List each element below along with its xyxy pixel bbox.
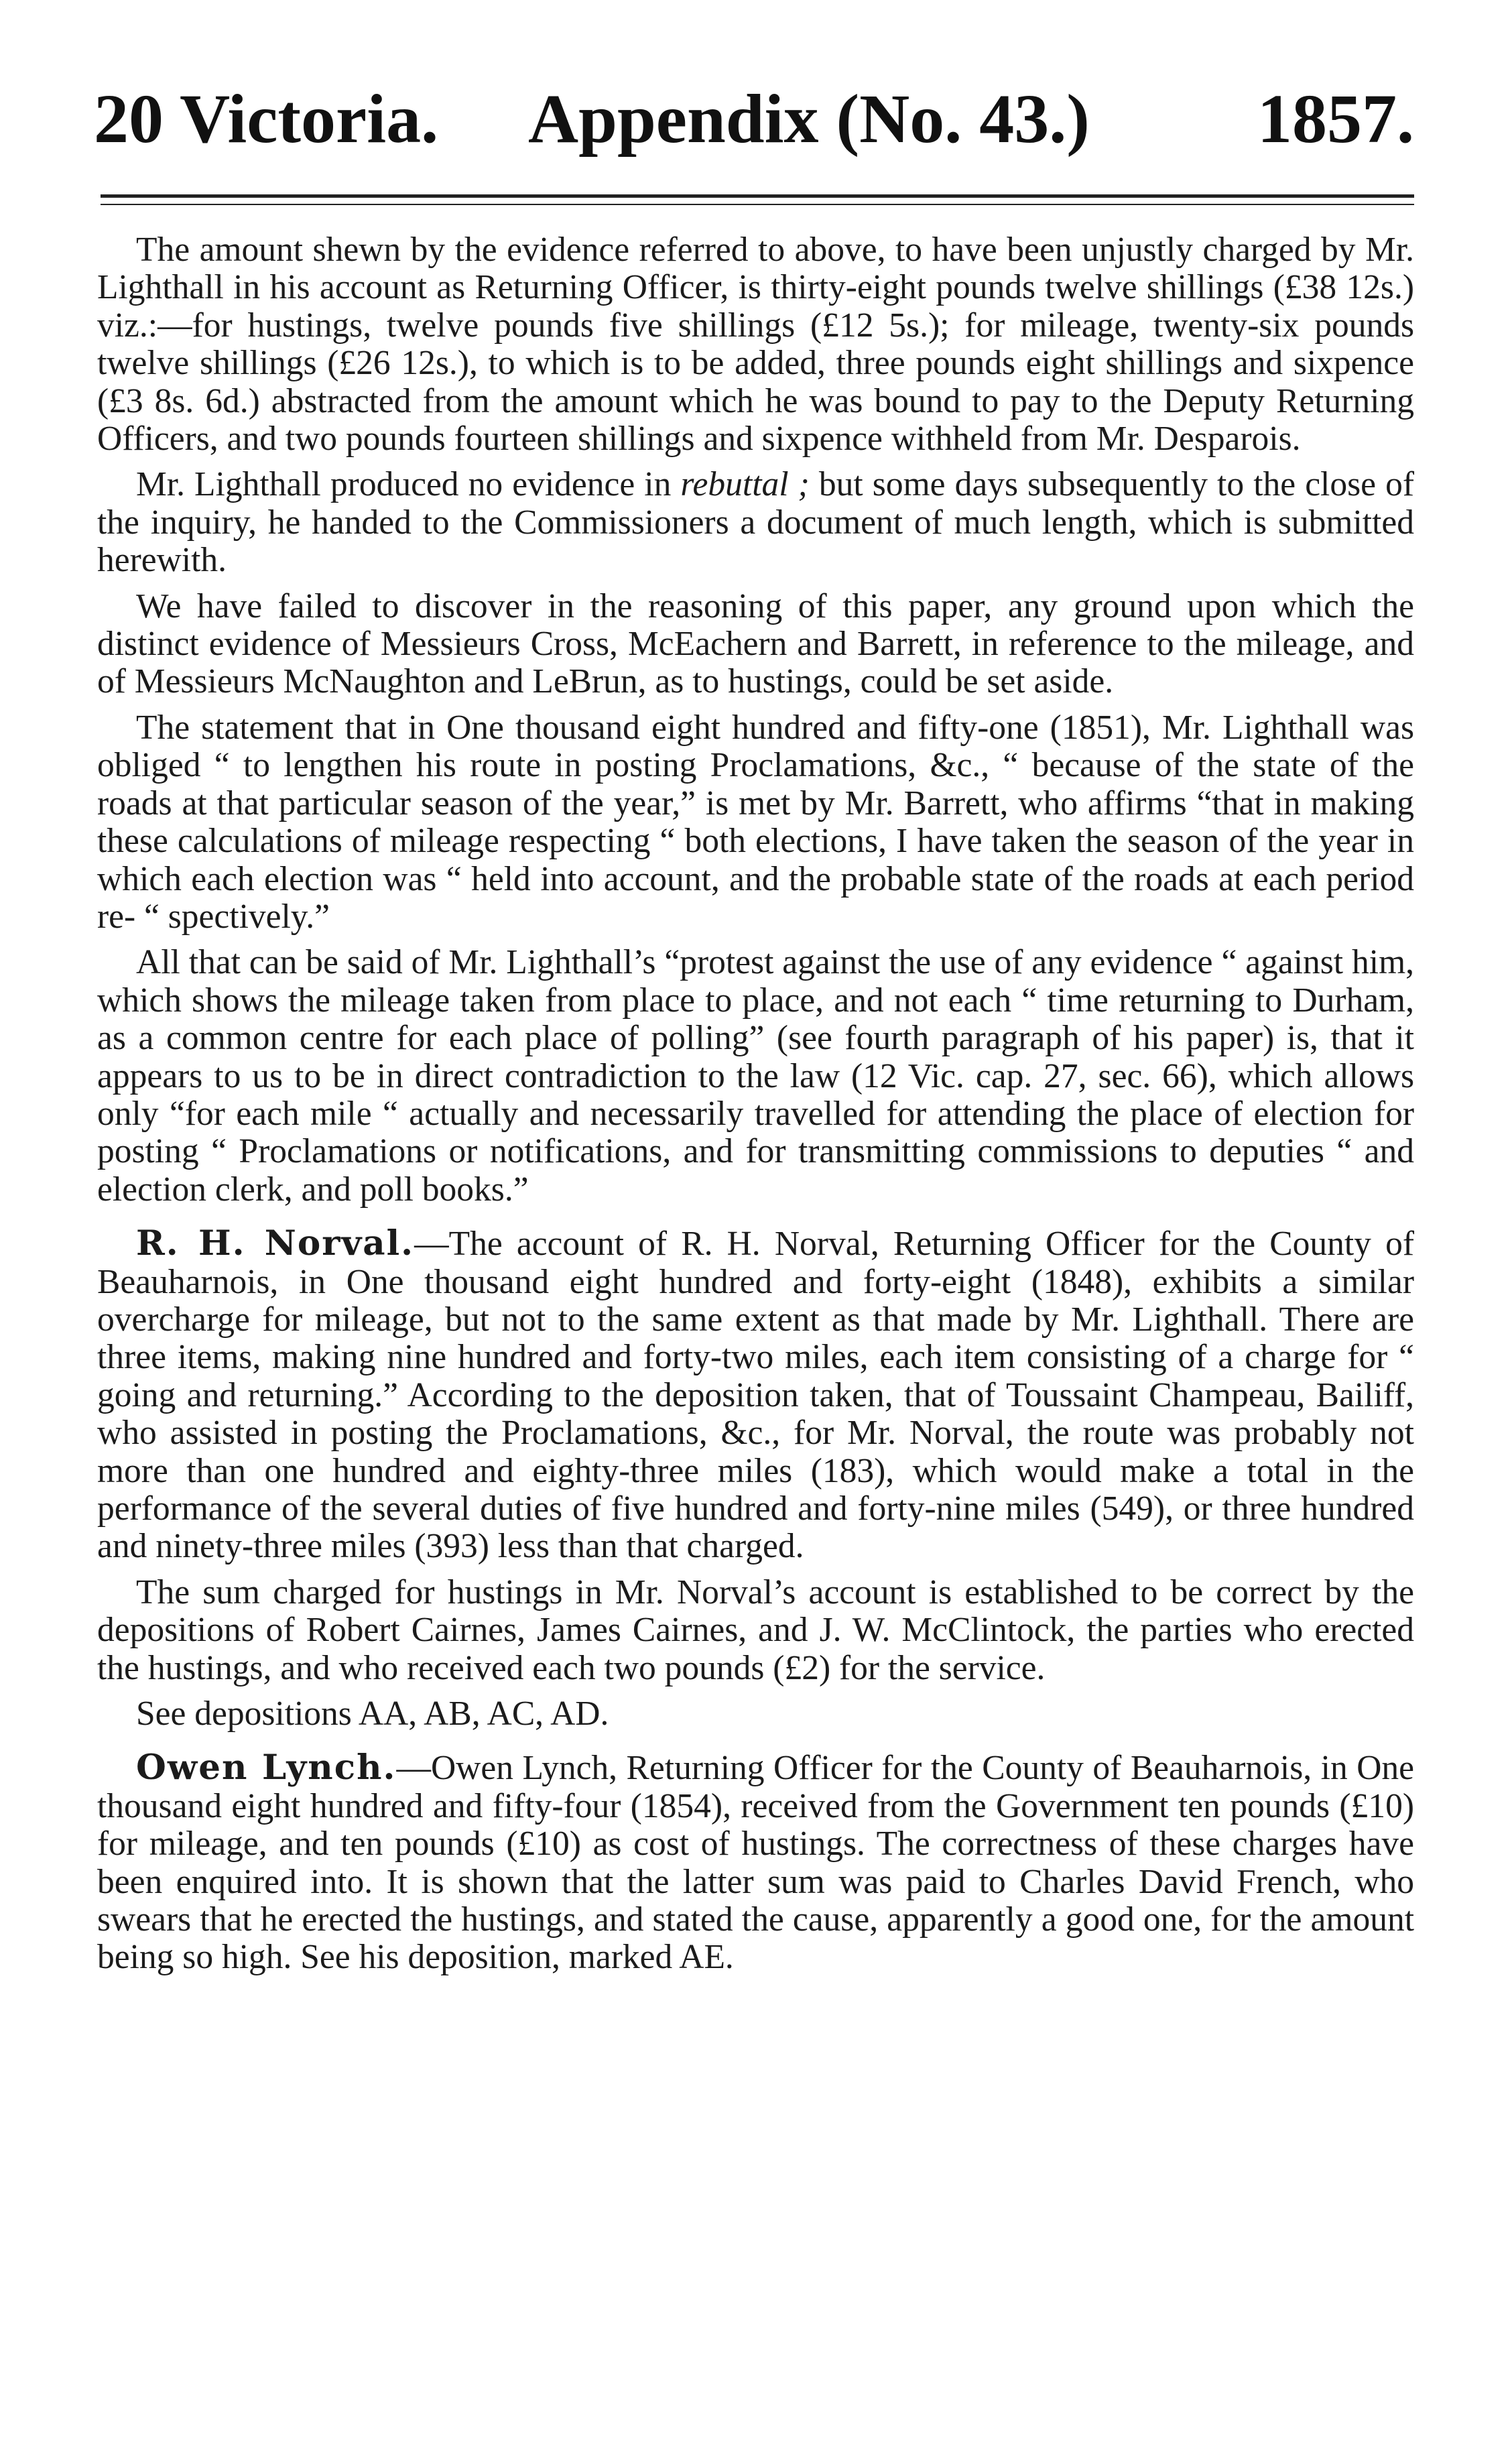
rebuttal-text-before: Mr. Lighthall produced no evidence in (136, 465, 681, 504)
norval-heading: R. H. Norval. (136, 1223, 415, 1264)
paragraph-see-depositions: See depositions AA, AB, AC, AD. (136, 1695, 609, 1733)
paragraph-norval (97, 1225, 1414, 1566)
lynch-heading: Owen Lynch. (136, 1748, 397, 1788)
paragraph-reasoning: We have failed to discover in the reasoning of this paper, any ground upon which the distinct evidence of Messieurs Cross, McEachern and Barrett, in reference to the mileage, and of Messieurs McNaughton and LeBrun, as to hustings, could be set aside. (97, 587, 1414, 701)
header-session: 20 Victoria. (94, 80, 439, 158)
header-rule-thin (101, 204, 1414, 205)
lynch-text: —Owen Lynch, Returning Officer for the County of Beauharnois, in One thousand eight hundred and fifty-four (1854), received from the Government ten pounds (£10) for mileage, and ten pounds (£10) as cost of hustings. The correctness of these charges have been enquired into. It is shown that the latter sum was paid to Charles David French, who swears that he erected the hustings, and stated the cause, apparently a good one, for the amount being so high. See his deposition, marked AE. (97, 1749, 1415, 1977)
paragraph-rebuttal (97, 466, 1414, 579)
paragraph-route-statement: The statement that in One thousand eight hundred and fifty-one (1851), Mr. Lighthall was obliged “ to lengthen his route in posting Proclamations, &c., “ because of the state of the roads at that particular season of the year,” is met by Mr. Barrett, who affirms “that in making these calculations of mileage respecting “ both elections, I have taken the season of the year in which each election was “ held into account, and the probable state of the roads at each period re- “ spectively.” (97, 708, 1414, 936)
document-body (97, 231, 1414, 1985)
norval-text: —The account of R. H. Norval, Returning Officer for the County of Beauharnois, in One thousand eight hundred and forty-eight (1848), exhibits a similar overcharge for mileage, but not to the same extent as that made by Mr. Lighthall. There are three items, making nine hundred and forty-two miles, each item consisting of a charge for “ going and returning.” According to the deposition taken, that of Toussaint Champeau, Bailiff, who assisted in posting the Proclamations, &c., for Mr. Norval, the route was probably not more than one hundred and eighty-three miles (183), which would make a total in the performance of the several duties of five hundred and forty-nine miles (549), or three hundred and ninety-three miles (393) less than that charged. (97, 1225, 1414, 1566)
rebuttal-emphasis: rebuttal ; (680, 465, 810, 504)
paragraph-protest: All that can be said of Mr. Lighthall’s “protest against the use of any evidence “ against him, which shows the mileage taken from place to place, and not each “ time returning to Durham, as a common centre for each place of polling” (see fourth paragraph of his paper) is, that it appears to us to be in direct contradiction to the law (12 Vic. cap. 27, sec. 66), which allows only “for each mile “ actually and necessarily travelled for attending the place of election for posting “ Proclamations or notifications, and for transmitting commissions to deputies “ and election clerk, and poll books.” (97, 943, 1414, 1209)
header-year: 1857. (1257, 80, 1414, 158)
paragraph-lynch (97, 1749, 1414, 1976)
page-header (94, 79, 1414, 160)
header-appendix-title: Appendix (No. 43.) (528, 80, 1090, 158)
rebuttal-text-after: but some days subsequently to the close of the inquiry, he handed to the Commissioners a document of much length, which is submitted herewith. (97, 465, 1414, 580)
paragraph-norval-hustings: The sum charged for hustings in Mr. Norval’s account is established to be correct by the depositions of Robert Cairnes, James Cairnes, and J. W. McClintock, the parties who erected the hustings, and who received each two pounds (£2) for the service. (97, 1573, 1414, 1687)
header-rule-thick (101, 194, 1414, 198)
paragraph-overcharge-summary: The amount shewn by the evidence referred to above, to have been unjustly charged by Mr. Lighthall in his account as Returning Officer, is thirty-eight pounds twelve shillings (£38 12s.) viz.:—for hustings, twelve pounds five shillings (£12 5s.); for mileage, twenty-six pounds twelve shillings (£26 12s.), to which is to be added, three pounds eight shillings and sixpence (£3 8s. 6d.) abstracted from the amount which he was bound to pay to the Deputy Returning Officers, and two pounds fourteen shillings and sixpence withheld from Mr. Desparois. (97, 231, 1414, 458)
